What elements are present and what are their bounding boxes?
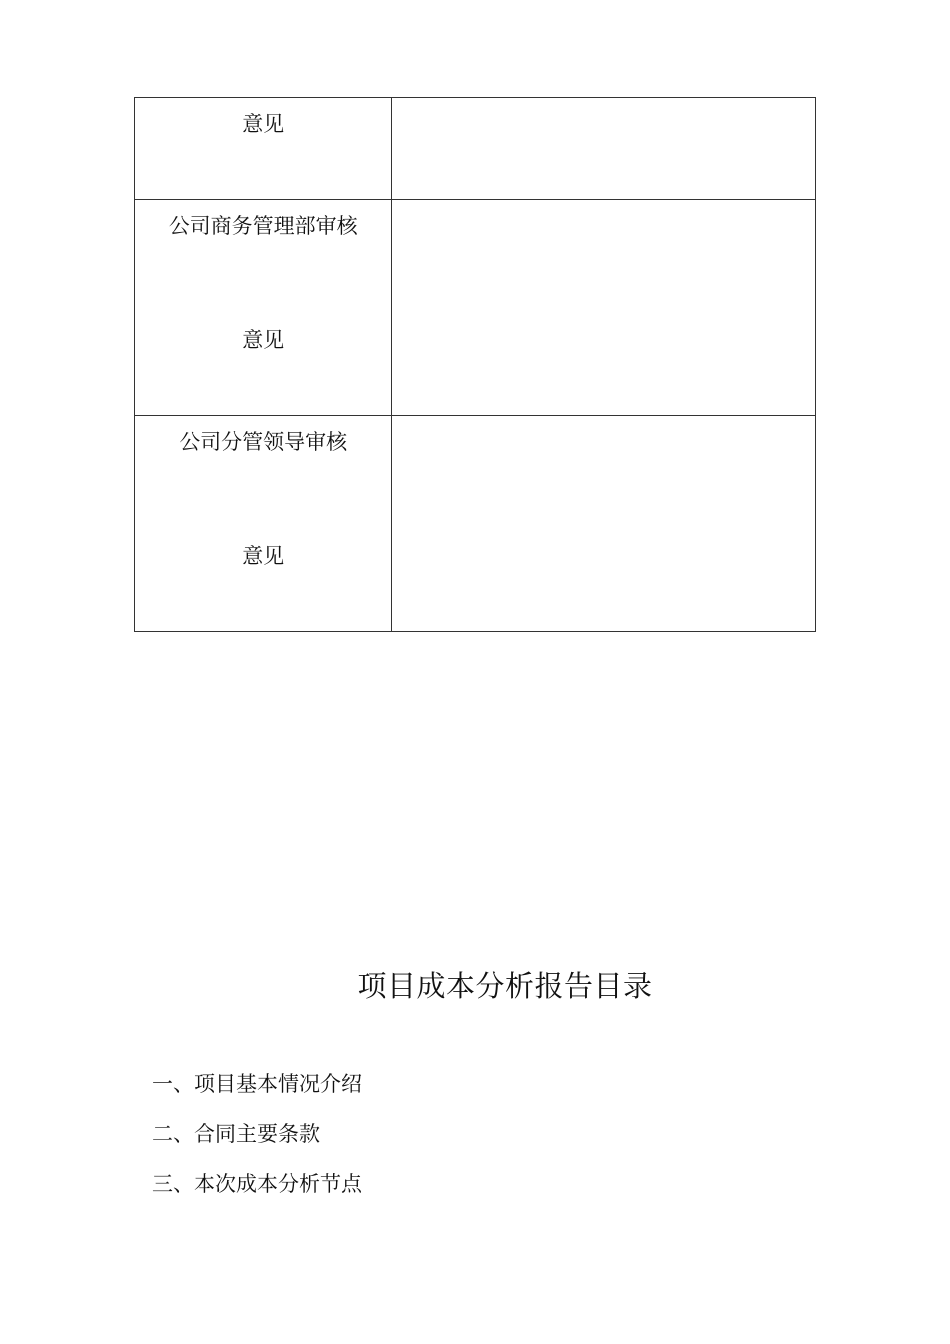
review-label-cell xyxy=(135,98,392,200)
toc-item[interactable]: 三、本次成本分析节点 xyxy=(152,1172,362,1196)
review-opinion-table xyxy=(134,97,816,632)
toc-list xyxy=(152,1070,362,1220)
review-opinion-cell[interactable] xyxy=(392,98,816,200)
review-label-cell xyxy=(135,200,392,416)
toc-item[interactable]: 二、合同主要条款 xyxy=(152,1122,320,1146)
table-row xyxy=(135,416,816,632)
review-opinion-cell[interactable] xyxy=(392,200,816,416)
table-row xyxy=(135,98,816,200)
review-label-text: 意见 xyxy=(242,112,285,136)
toc-item[interactable]: 一、项目基本情况介绍 xyxy=(152,1072,362,1096)
review-label-text: 意见 xyxy=(242,544,285,568)
toc-title: 项目成本分析报告目录 xyxy=(357,969,653,1003)
review-label-cell xyxy=(135,416,392,632)
review-label-text: 公司分管领导审核 xyxy=(179,430,348,454)
review-label-text: 意见 xyxy=(242,328,285,352)
table-row xyxy=(135,200,816,416)
review-opinion-cell[interactable] xyxy=(392,416,816,632)
review-label-text: 公司商务管理部审核 xyxy=(168,214,358,238)
